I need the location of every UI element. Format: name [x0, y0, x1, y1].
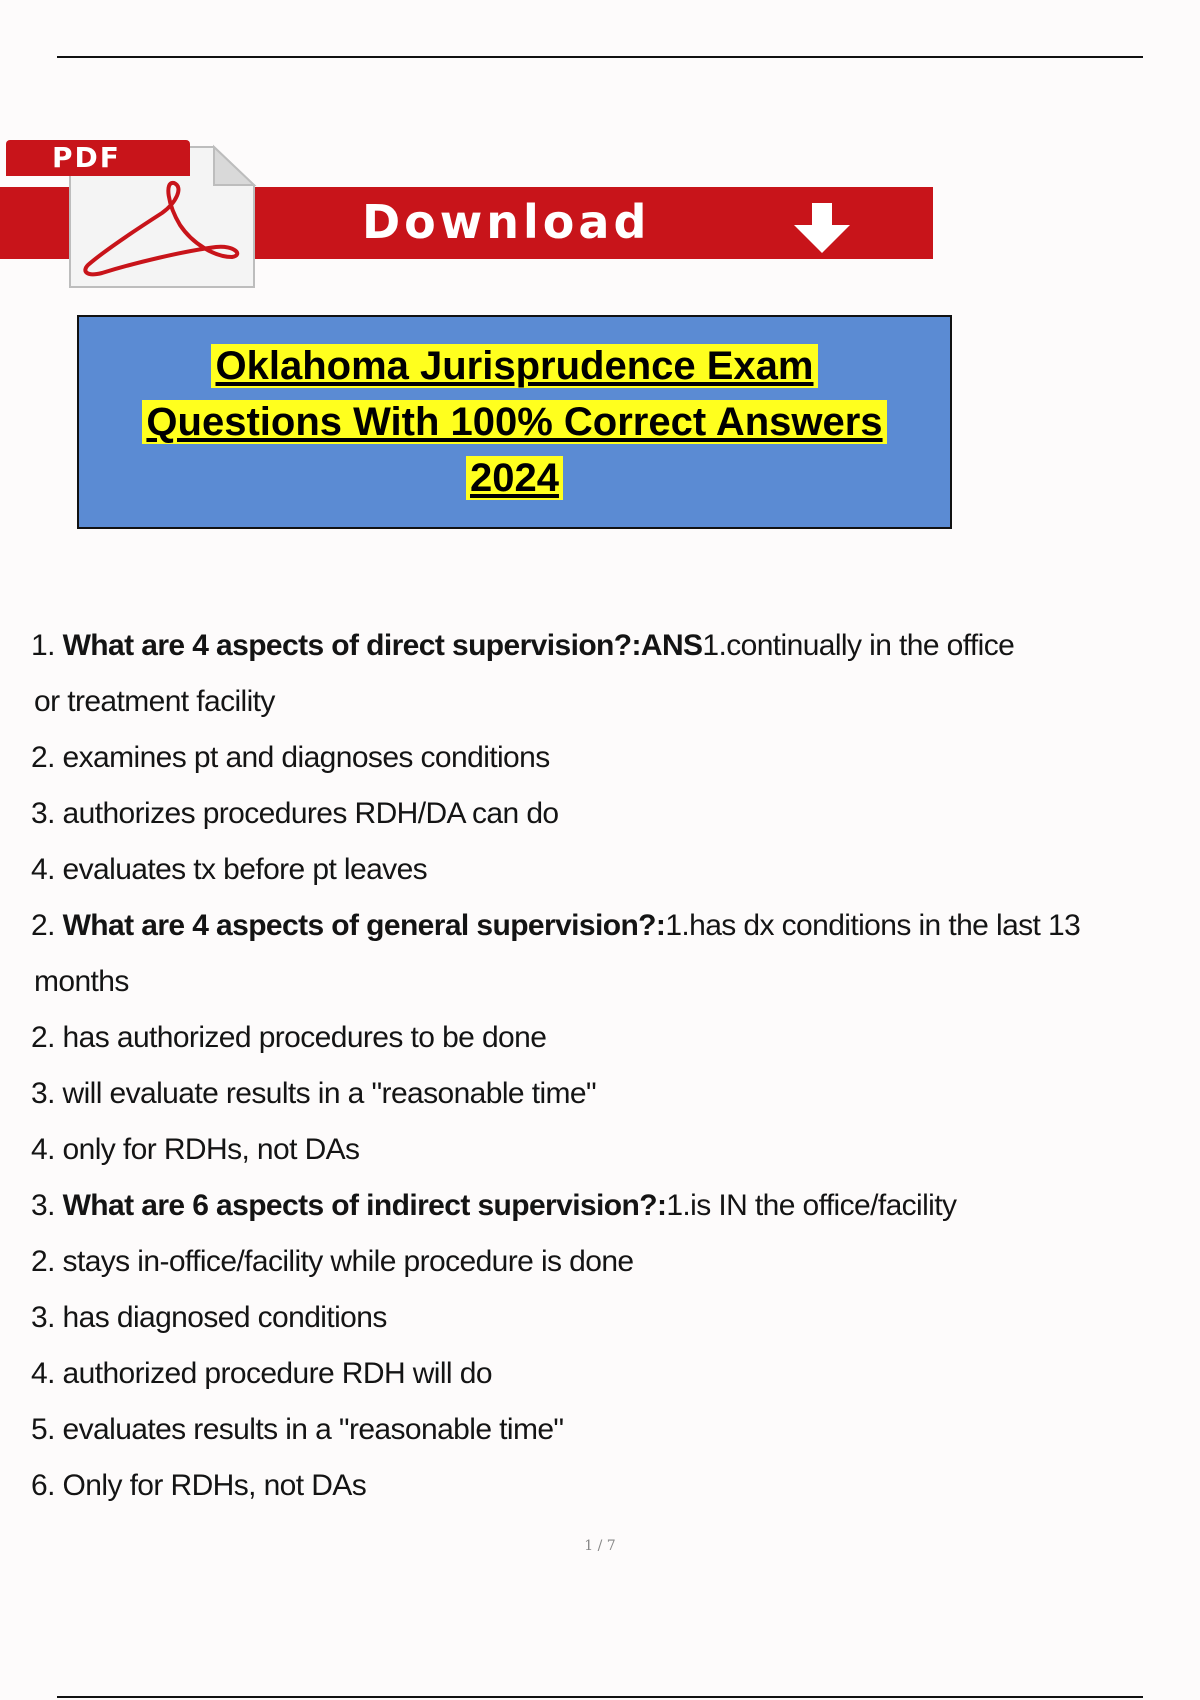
question-2: 2. What are 4 aspects of general supervision?:1.has dx conditions in the last 13 [31, 909, 1081, 942]
answer-continuation: months [34, 965, 129, 998]
pdf-tag-label: PDF [6, 140, 190, 176]
pdf-download-banner[interactable] [0, 132, 935, 282]
page-number: 1 / 7 [584, 1538, 616, 1554]
down-arrow-icon[interactable] [790, 203, 854, 253]
answer-item: 2. stays in-office/facility while procedure is done [31, 1245, 634, 1278]
answer-item: 3. will evaluate results in a "reasonable time" [31, 1077, 597, 1110]
question-3: 3. What are 6 aspects of indirect supervision?:1.is IN the office/facility [31, 1189, 957, 1222]
answer-item: 5. evaluates results in a "reasonable time" [31, 1413, 564, 1446]
question-text: What are 4 aspects of direct supervision?:ANS [62, 629, 703, 662]
answer-text: 1.has dx conditions in the last 13 [665, 909, 1081, 942]
title-line-3: 2024 [466, 450, 563, 506]
answer-item: 2. examines pt and diagnoses conditions [31, 741, 550, 774]
answer-item: 4. only for RDHs, not DAs [31, 1133, 360, 1166]
question-text: What are 4 aspects of general supervision?: [62, 909, 666, 942]
answer-item: 3. has diagnosed conditions [31, 1301, 387, 1334]
answer-item: 3. authorizes procedures RDH/DA can do [31, 797, 559, 830]
title-line-1: Oklahoma Jurisprudence Exam [211, 338, 817, 394]
top-rule [57, 56, 1143, 58]
answer-item: 4. authorized procedure RDH will do [31, 1357, 492, 1390]
qa-list [31, 618, 1171, 1514]
document-title-box [77, 315, 952, 529]
answer-item: 2. has authorized procedures to be done [31, 1021, 547, 1054]
answer-continuation: or treatment facility [34, 685, 275, 718]
answer-text: 1.is IN the office/facility [666, 1189, 957, 1222]
bottom-rule [57, 1696, 1143, 1698]
answer-item: 6. Only for RDHs, not DAs [31, 1469, 367, 1502]
question-1: 1. What are 4 aspects of direct supervision?:ANS1.continually in the office [31, 629, 1015, 662]
download-label[interactable]: Download [362, 195, 651, 249]
question-text: What are 6 aspects of indirect supervision?: [62, 1189, 667, 1222]
answer-item: 4. evaluates tx before pt leaves [31, 853, 428, 886]
title-line-2: Questions With 100% Correct Answers [142, 394, 886, 450]
answer-text: 1.continually in the office [702, 629, 1015, 662]
